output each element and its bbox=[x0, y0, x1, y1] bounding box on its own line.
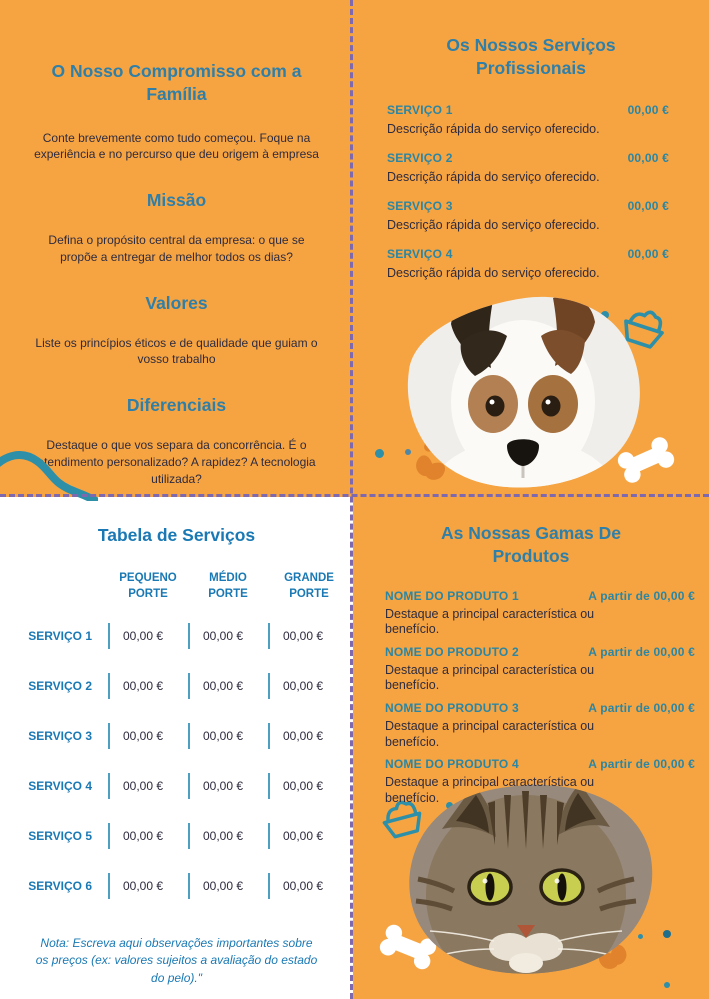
price-value: 00,00 € bbox=[203, 629, 244, 644]
service-description: Descrição rápida do serviço oferecido. bbox=[387, 265, 600, 280]
service-name: SERVIÇO 2 bbox=[387, 150, 453, 165]
service-item bbox=[387, 199, 669, 232]
cell-divider bbox=[268, 673, 270, 699]
cell-divider bbox=[108, 873, 110, 899]
table-row bbox=[14, 811, 353, 861]
service-price: 00,00 € bbox=[627, 150, 669, 165]
price-value: 00,00 € bbox=[203, 729, 244, 744]
section-heading: Missão bbox=[146, 190, 207, 211]
product-price: A partir de 00,00 € bbox=[588, 701, 695, 715]
row-label: SERVIÇO 6 bbox=[28, 879, 92, 894]
services-list bbox=[387, 103, 669, 280]
product-item bbox=[385, 589, 695, 638]
column-header: PEQUENO PORTE bbox=[119, 572, 177, 600]
section-heading: Valores bbox=[145, 292, 208, 313]
price-value: 00,00 € bbox=[123, 879, 164, 894]
commitment-title: O Nosso Compromisso com a Família bbox=[51, 61, 302, 104]
price-cell bbox=[188, 773, 268, 799]
section-body: Defina o propósito central da empresa: o que se propõe a entregar de melhor todos os dias? bbox=[48, 233, 305, 264]
service-item bbox=[387, 247, 669, 280]
dog-photo bbox=[397, 294, 649, 490]
service-description: Descrição rápida do serviço oferecido. bbox=[387, 121, 600, 136]
product-name: NOME DO PRODUTO 1 bbox=[385, 588, 519, 603]
price-cell bbox=[108, 623, 188, 649]
service-name: SERVIÇO 1 bbox=[387, 102, 453, 117]
panel-services bbox=[353, 0, 709, 497]
accent-dot bbox=[663, 930, 671, 938]
cell-divider bbox=[108, 673, 110, 699]
price-value: 00,00 € bbox=[123, 629, 164, 644]
service-item bbox=[387, 151, 669, 184]
price-cell bbox=[268, 823, 350, 849]
service-name: SERVIÇO 3 bbox=[387, 198, 453, 213]
price-cell bbox=[188, 623, 268, 649]
product-description: Destaque a principal característica ou benefício. bbox=[385, 662, 595, 693]
product-price: A partir de 00,00 € bbox=[588, 588, 695, 603]
price-value: 00,00 € bbox=[203, 679, 244, 694]
price-cell bbox=[268, 623, 350, 649]
price-cell bbox=[108, 773, 188, 799]
table-row bbox=[14, 711, 353, 761]
product-description: Destaque a principal característica ou benefício. bbox=[385, 775, 595, 805]
commitment-intro: Conte brevemente como tudo começou. Foque na experiência e no percurso que deu origem à empresa bbox=[34, 130, 319, 162]
service-price: 00,00 € bbox=[627, 246, 669, 261]
price-cell bbox=[188, 673, 268, 699]
products-title: As Nossas Gamas De Produtos bbox=[441, 523, 621, 566]
cell-divider bbox=[108, 823, 110, 849]
price-value: 00,00 € bbox=[283, 879, 324, 894]
price-cell bbox=[188, 823, 268, 849]
product-name: NOME DO PRODUTO 4 bbox=[385, 757, 519, 772]
cell-divider bbox=[268, 723, 270, 749]
price-cell bbox=[108, 823, 188, 849]
price-cell bbox=[188, 873, 268, 899]
price-table-header bbox=[14, 571, 353, 602]
product-description: Destaque a principal característica ou benefício. bbox=[385, 606, 595, 637]
products-list bbox=[385, 589, 695, 807]
price-value: 00,00 € bbox=[283, 629, 324, 644]
price-table-rows bbox=[14, 611, 353, 911]
cell-divider bbox=[188, 673, 190, 699]
product-item bbox=[385, 757, 695, 806]
price-value: 00,00 € bbox=[283, 679, 324, 694]
price-value: 00,00 € bbox=[123, 779, 164, 794]
product-price: A partir de 00,00 € bbox=[588, 644, 695, 659]
price-value: 00,00 € bbox=[123, 679, 164, 694]
row-label: SERVIÇO 1 bbox=[28, 629, 92, 644]
product-item bbox=[385, 701, 695, 750]
product-description: Destaque a principal característica ou benefício. bbox=[385, 719, 595, 749]
cell-divider bbox=[268, 623, 270, 649]
price-value: 00,00 € bbox=[283, 729, 324, 744]
table-row bbox=[14, 611, 353, 661]
commitment-sections bbox=[0, 190, 353, 488]
cell-divider bbox=[188, 623, 190, 649]
service-item bbox=[387, 103, 669, 136]
service-description: Descrição rápida do serviço oferecido. bbox=[387, 217, 600, 232]
panel-products bbox=[353, 497, 709, 999]
price-value: 00,00 € bbox=[203, 829, 244, 844]
product-name: NOME DO PRODUTO 3 bbox=[385, 701, 519, 715]
price-table bbox=[14, 571, 353, 911]
panel-commitment bbox=[0, 0, 353, 497]
price-cell bbox=[268, 873, 350, 899]
table-row bbox=[14, 861, 353, 911]
price-value: 00,00 € bbox=[123, 729, 164, 744]
cell-divider bbox=[188, 773, 190, 799]
price-value: 00,00 € bbox=[123, 829, 164, 844]
price-value: 00,00 € bbox=[283, 829, 324, 844]
cell-divider bbox=[268, 873, 270, 899]
fold-line-vertical bbox=[350, 0, 353, 999]
product-price: A partir de 00,00 € bbox=[588, 757, 695, 772]
service-price: 00,00 € bbox=[627, 198, 669, 213]
section-body: Liste os princípios éticos e de qualidade que guiam o vosso trabalho bbox=[35, 335, 318, 367]
price-cell bbox=[268, 723, 350, 749]
cell-divider bbox=[108, 773, 110, 799]
price-note: Nota: Escreva aqui observações importantes sobre os preços (ex: valores sujeitos a avaliação do estado do pelo)." bbox=[35, 936, 318, 985]
services-title: Os Nossos Serviços Profissionais bbox=[446, 35, 616, 78]
price-cell bbox=[108, 723, 188, 749]
price-cell bbox=[188, 723, 268, 749]
cell-divider bbox=[268, 773, 270, 799]
cell-divider bbox=[188, 823, 190, 849]
accent-dot bbox=[375, 449, 384, 458]
table-row bbox=[14, 661, 353, 711]
cell-divider bbox=[188, 873, 190, 899]
price-value: 00,00 € bbox=[203, 779, 244, 794]
panel-price-table bbox=[0, 497, 353, 999]
service-description: Descrição rápida do serviço oferecido. bbox=[387, 169, 600, 184]
price-cell bbox=[268, 673, 350, 699]
price-value: 00,00 € bbox=[203, 879, 244, 894]
cell-divider bbox=[188, 723, 190, 749]
row-label: SERVIÇO 5 bbox=[28, 829, 92, 844]
price-table-title: Tabela de Serviços bbox=[97, 525, 256, 545]
cell-divider bbox=[108, 623, 110, 649]
cell-divider bbox=[108, 723, 110, 749]
cat-photo bbox=[390, 783, 662, 975]
table-row bbox=[14, 761, 353, 811]
section-heading: Diferenciais bbox=[126, 395, 227, 416]
cell-divider bbox=[268, 823, 270, 849]
service-price: 00,00 € bbox=[627, 102, 669, 117]
price-value: 00,00 € bbox=[283, 779, 324, 794]
row-label: SERVIÇO 4 bbox=[28, 779, 92, 794]
accent-dot bbox=[664, 982, 670, 988]
product-item bbox=[385, 645, 695, 694]
service-name: SERVIÇO 4 bbox=[387, 246, 453, 261]
product-name: NOME DO PRODUTO 2 bbox=[385, 644, 519, 659]
price-cell bbox=[108, 673, 188, 699]
price-cell bbox=[108, 873, 188, 899]
row-label: SERVIÇO 2 bbox=[28, 679, 92, 694]
row-label: SERVIÇO 3 bbox=[28, 729, 92, 744]
section-body: Destaque o que vos separa da concorrência. É o atendimento personalizado? A rapidez? A tecnologia utilizada? bbox=[37, 438, 316, 486]
price-cell bbox=[268, 773, 350, 799]
column-header: MÉDIO PORTE bbox=[208, 572, 248, 600]
fold-line-horizontal bbox=[0, 494, 709, 497]
column-header: GRANDE PORTE bbox=[284, 572, 334, 600]
